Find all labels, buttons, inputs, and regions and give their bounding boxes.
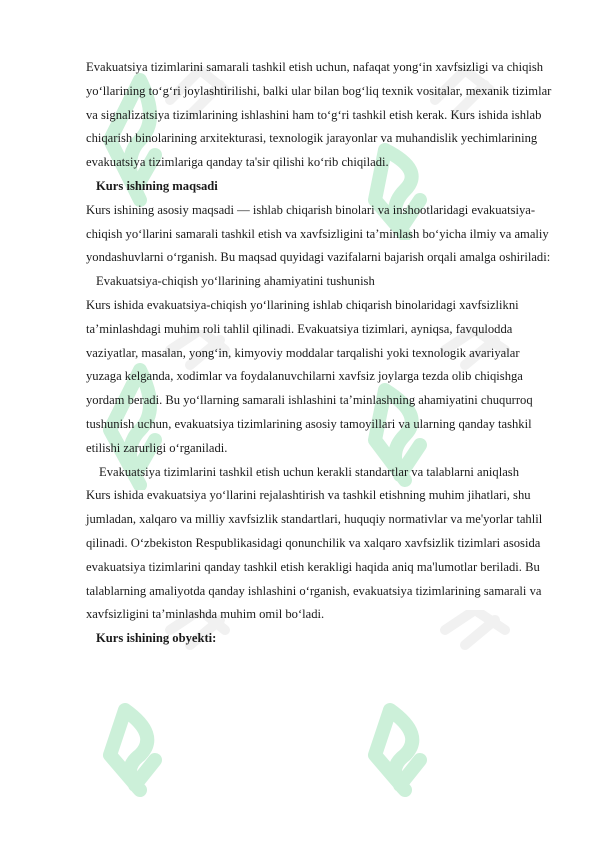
document-body bbox=[86, 56, 556, 651]
importance-paragraph: Kurs ishida evakuatsiya-chiqish yo‘llarining ishlab chiqarish binolaridagi xavfsizlikni ta’minlashdagi muhim roli tahlil qilinadi. Evakuatsiya tizimlari, ayniqsa, favqulodda vaziyatlar, masalan, yong‘in, kimyoviy moddalar tarqalishi yoki texnologik avariyalar yuzaga kelganda, xodimlar va foydalanuvchilarni xavfsiz joylarga tezda olib chiqishga yordam beradi. Bu yo‘llarning samarali ishlashini ta’minlashning ahamiyatini chuqurroq tushunish uchun, evakuatsiya tizimlarining asosiy tamoyillari va ularning qanday tashkil etilishi zarurligi o‘rganiladi. bbox=[86, 297, 533, 455]
intro-paragraph: Evakuatsiya tizimlarini samarali tashkil etish uchun, nafaqat yong‘in xavfsizligi va chiqish yo‘llarining to‘g‘ri joylashtirilishi, balki ular bilan bog‘liq texnik vositalar, mexanik tizimlar va signalizatsiya tizimlarining ishlashini ham to‘g‘ri tashkil etish kerak. Kurs ishida ishlab chiqarish binolarining arxitekturasi, texnologik jarayonlar va muhandislik yechimlarining evakuatsiya tizimlariga qanday ta'sir qilishi ko‘rib chiqiladi. bbox=[86, 60, 552, 170]
subheading-standards: Evakuatsiya tizimlarini tashkil etish uchun kerakli standartlar va talablarni aniqlash bbox=[99, 464, 520, 479]
subheading-importance: Evakuatsiya-chiqish yo‘llarining ahamiyatini tushunish bbox=[96, 274, 375, 289]
standards-paragraph: Kurs ishida evakuatsiya yo‘llarini rejalashtirish va tashkil etishning muhim jihatlari, shu jumladan, xalqaro va milliy xavfsizlik standartlari, huquqiy normativlar va me'yorlar tahlil qilinadi. O‘zbekiston Respublikasidagi qonunchilik va xalqaro xavfsizlik tizimlari asosida evakuatsiya tizimlarini qanday tashkil etish kerakligi haqida aniq ma'lumotlar beriladi. Bu talablarning amaliyotda qanday ishlashini o‘rganish, evakuatsiya tizimlarining samarali va xavfsizligini ta’minlashda muhim omil bo‘ladi. bbox=[86, 488, 543, 622]
goal-paragraph: Kurs ishining asosiy maqsadi — ishlab chiqarish binolari va inshootlaridagi evakuatsiya-chiqish yo‘llarini samarali tashkil etish va xavfsizligini ta’minlash bo‘yicha ilmiy va amaliy yondashuvlarni o‘rganish. Bu maqsad quyidagi vazifalarni bajarish orqali amalga oshiriladi: bbox=[86, 202, 551, 265]
section-heading-object: Kurs ishining obyekti: bbox=[96, 631, 217, 646]
section-heading-goal: Kurs ishining maqsadi bbox=[96, 178, 218, 193]
